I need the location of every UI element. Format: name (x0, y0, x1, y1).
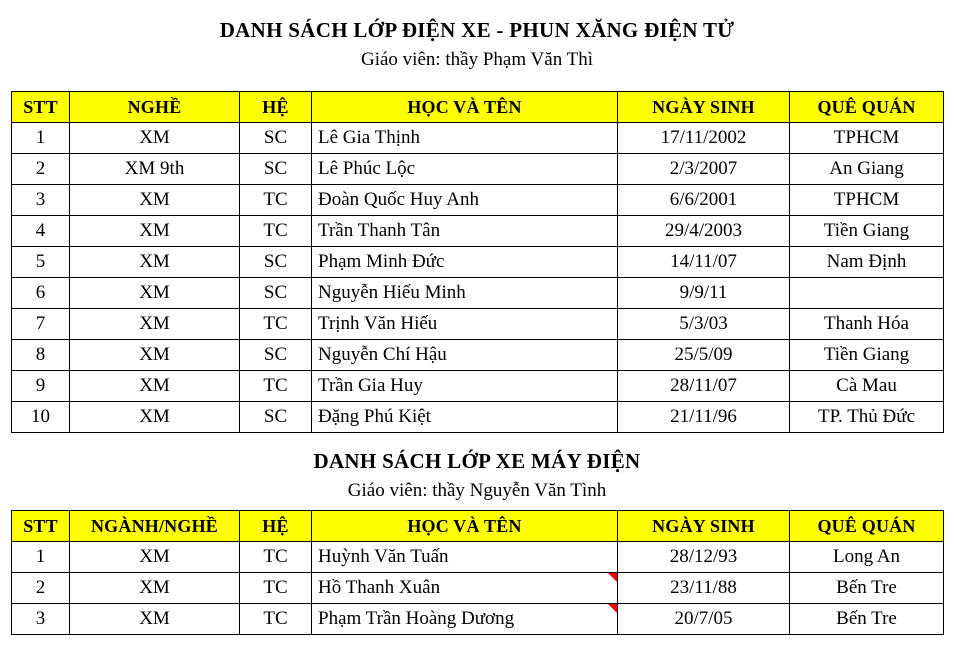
cell-hoten (312, 573, 618, 604)
cell-stt: 7 (12, 309, 70, 340)
cell-hoten: Lê Phúc Lộc (312, 154, 618, 185)
section-xe-may-dien (0, 449, 954, 635)
cell-he: SC (240, 340, 312, 371)
cell-stt: 3 (12, 185, 70, 216)
cell-hoten: Phạm Minh Đức (312, 247, 618, 278)
table-row (12, 309, 944, 340)
section2-table (11, 510, 944, 635)
cell-nghe: XM (70, 604, 240, 635)
cell-ngaysinh: 25/5/09 (618, 340, 790, 371)
table-row (12, 542, 944, 573)
cell-ngaysinh: 5/3/03 (618, 309, 790, 340)
cell-stt: 2 (12, 573, 70, 604)
cell-hoten-text: Hồ Thanh Xuân (318, 577, 441, 598)
table-row (12, 402, 944, 433)
col-header-ngaysinh: NGÀY SINH (618, 92, 790, 123)
cell-he: SC (240, 154, 312, 185)
cell-nghe: XM (70, 247, 240, 278)
section1-subtitle: Giáo viên: thầy Phạm Văn Thì (360, 49, 594, 70)
cell-quequan: Nam Định (790, 247, 944, 278)
cell-quequan: TPHCM (790, 185, 944, 216)
cell-he: TC (240, 573, 312, 604)
table-row (12, 573, 944, 604)
col-header-hoten: HỌC VÀ TÊN (312, 92, 618, 123)
cell-nghe: XM (70, 573, 240, 604)
section1-table (11, 91, 944, 433)
cell-nghe: XM (70, 371, 240, 402)
table-header-row (12, 511, 944, 542)
cell-nghe: XM (70, 185, 240, 216)
table-row (12, 340, 944, 371)
cell-stt: 5 (12, 247, 70, 278)
table-header-row (12, 92, 944, 123)
cell-stt: 1 (12, 123, 70, 154)
cell-he: SC (240, 278, 312, 309)
cell-quequan: Bến Tre (790, 573, 944, 604)
cell-quequan: Tiền Giang (790, 216, 944, 247)
col-header-hoten: HỌC VÀ TÊN (312, 511, 618, 542)
cell-nghe: XM (70, 340, 240, 371)
cell-stt: 10 (12, 402, 70, 433)
section-dien-xe (0, 18, 954, 433)
cell-quequan: An Giang (790, 154, 944, 185)
table-row (12, 278, 944, 309)
section1-table-body (12, 123, 944, 433)
cell-stt: 8 (12, 340, 70, 371)
table-row (12, 604, 944, 635)
cell-hoten: Huỳnh Văn Tuấn (312, 542, 618, 573)
cell-quequan: Thanh Hóa (790, 309, 944, 340)
cell-nghe: XM (70, 123, 240, 154)
cell-hoten: Trịnh Văn Hiếu (312, 309, 618, 340)
cell-ngaysinh: 2/3/2007 (618, 154, 790, 185)
cell-quequan (790, 278, 944, 309)
cell-quequan: Long An (790, 542, 944, 573)
cell-hoten: Nguyễn Hiếu Minh (312, 278, 618, 309)
cell-stt: 4 (12, 216, 70, 247)
cell-he: TC (240, 309, 312, 340)
cell-nghe: XM (70, 216, 240, 247)
cell-nghe: XM (70, 309, 240, 340)
cell-ngaysinh: 14/11/07 (618, 247, 790, 278)
cell-ngaysinh: 20/7/05 (618, 604, 790, 635)
table-row (12, 185, 944, 216)
section2-title: DANH SÁCH LỚP XE MÁY ĐIỆN (313, 449, 641, 473)
cell-ngaysinh: 29/4/2003 (618, 216, 790, 247)
section2-subtitle: Giáo viên: thầy Nguyễn Văn Tình (347, 480, 607, 501)
cell-hoten: Đoàn Quốc Huy Anh (312, 185, 618, 216)
col-header-nghe: NGHỀ (70, 92, 240, 123)
cell-ngaysinh: 23/11/88 (618, 573, 790, 604)
cell-stt: 6 (12, 278, 70, 309)
cell-nghe: XM 9th (70, 154, 240, 185)
col-header-he: HỆ (240, 92, 312, 123)
table-row (12, 371, 944, 402)
cell-stt: 1 (12, 542, 70, 573)
cell-ngaysinh: 6/6/2001 (618, 185, 790, 216)
cell-hoten: Lê Gia Thịnh (312, 123, 618, 154)
cell-ngaysinh: 28/12/93 (618, 542, 790, 573)
cell-hoten: Trần Thanh Tân (312, 216, 618, 247)
section1-title: DANH SÁCH LỚP ĐIỆN XE - PHUN XĂNG ĐIỆN TỬ (219, 18, 735, 42)
cell-he: SC (240, 123, 312, 154)
section-spacer (0, 433, 954, 449)
comment-marker-icon (608, 573, 617, 582)
cell-ngaysinh: 28/11/07 (618, 371, 790, 402)
cell-stt: 9 (12, 371, 70, 402)
cell-he: TC (240, 604, 312, 635)
cell-ngaysinh: 9/9/11 (618, 278, 790, 309)
cell-quequan: TP. Thủ Đức (790, 402, 944, 433)
col-header-stt: STT (12, 92, 70, 123)
cell-stt: 3 (12, 604, 70, 635)
cell-hoten: Trần Gia Huy (312, 371, 618, 402)
cell-he: SC (240, 247, 312, 278)
cell-he: SC (240, 402, 312, 433)
col-header-he: HỆ (240, 511, 312, 542)
cell-he: TC (240, 371, 312, 402)
col-header-quequan: QUÊ QUÁN (790, 511, 944, 542)
cell-hoten (312, 604, 618, 635)
top-spacer (0, 0, 954, 18)
cell-hoten-text: Phạm Trần Hoàng Dương (318, 608, 515, 629)
table-row (12, 216, 944, 247)
col-header-nganh-nghe: NGÀNH/NGHỀ (70, 511, 240, 542)
cell-he: TC (240, 185, 312, 216)
cell-quequan: Bến Tre (790, 604, 944, 635)
table-row (12, 123, 944, 154)
cell-ngaysinh: 17/11/2002 (618, 123, 790, 154)
cell-nghe: XM (70, 402, 240, 433)
col-header-stt: STT (12, 511, 70, 542)
cell-nghe: XM (70, 542, 240, 573)
cell-quequan: Cà Mau (790, 371, 944, 402)
cell-he: TC (240, 542, 312, 573)
cell-he: TC (240, 216, 312, 247)
cell-quequan: TPHCM (790, 123, 944, 154)
col-header-quequan: QUÊ QUÁN (790, 92, 944, 123)
col-header-ngaysinh: NGÀY SINH (618, 511, 790, 542)
section2-table-body (12, 542, 944, 635)
table-row (12, 247, 944, 278)
cell-quequan: Tiền Giang (790, 340, 944, 371)
cell-stt: 2 (12, 154, 70, 185)
table-row (12, 154, 944, 185)
cell-ngaysinh: 21/11/96 (618, 402, 790, 433)
cell-hoten: Nguyễn Chí Hậu (312, 340, 618, 371)
cell-nghe: XM (70, 278, 240, 309)
comment-marker-icon (608, 604, 617, 613)
cell-hoten: Đặng Phú Kiệt (312, 402, 618, 433)
